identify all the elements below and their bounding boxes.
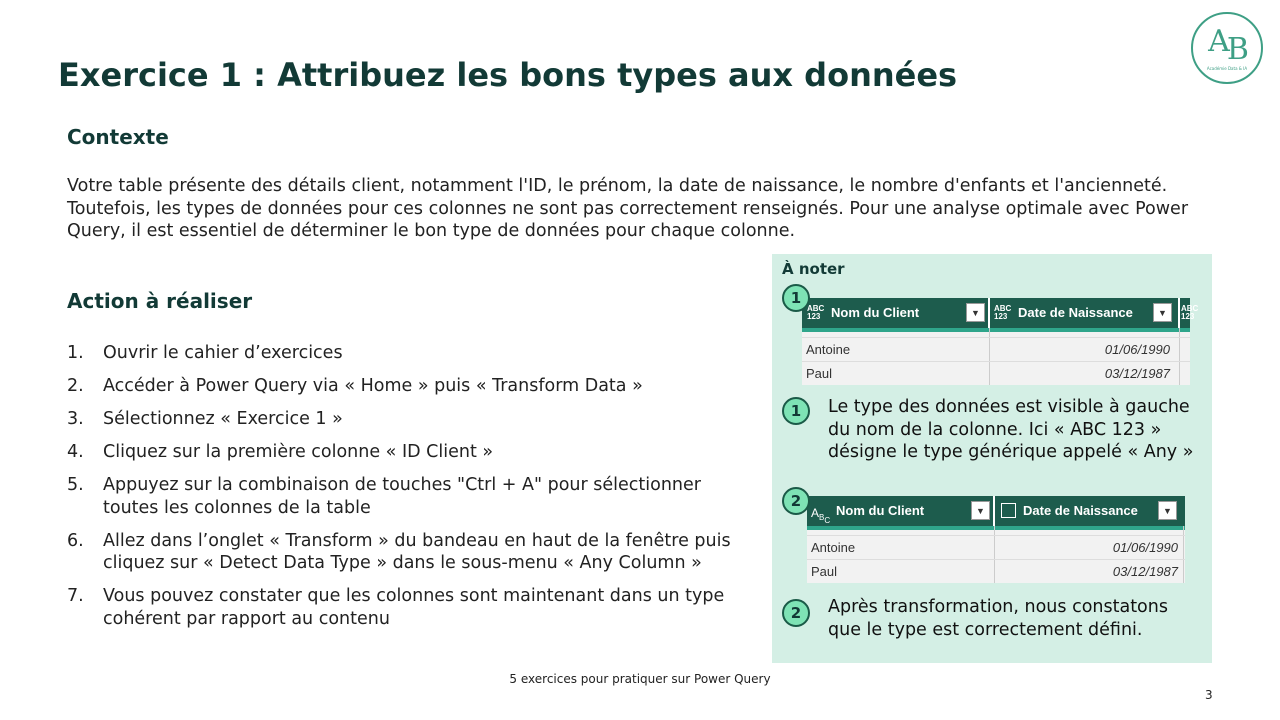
step-item [67,408,747,431]
step-number: 7. [67,586,84,606]
step-number: 3. [67,409,84,429]
table-row [802,361,1190,386]
table-row [807,559,1185,584]
logo-letter-b: B [1226,32,1246,67]
slide-title: Exercice 1 : Attribuez les bons types aux données [58,56,958,94]
column-header-nom [807,496,993,526]
step-number: 1. [67,343,84,363]
cell-date: 03/12/1987 [1104,366,1170,381]
cell-date: 01/06/1990 [1112,540,1178,555]
note-text-2: Après transformation, nous constatons que le type est correctement défini. [828,597,1168,640]
step-item [67,342,747,365]
step-item [67,375,747,398]
step-item [67,585,747,630]
note-title: À noter [782,260,845,278]
table-before-screenshot [802,298,1199,385]
note-badge-1: 1 [782,397,810,425]
note-panel [772,254,1212,663]
column-header-date [995,496,1183,526]
table-row [807,535,1185,560]
step-item [67,474,747,519]
type-any-icon: ABC 123 [994,304,1012,321]
note-badge-2: 2 [782,487,810,515]
calendar-icon [1001,503,1016,518]
slide-footer: 5 exercices pour pratiquer sur Power Query [509,672,771,686]
column-header-next [1180,298,1199,328]
context-heading: Contexte [67,125,169,149]
step-number: 4. [67,442,84,462]
cell-name: Paul [806,366,833,381]
type-any-icon: ABC 123 [807,304,825,321]
column-label: Nom du Client [836,503,925,518]
step-text: Cliquez sur la première colonne « ID Client » [103,442,494,462]
step-text: Appuyez sur la combinaison de touches "Ctrl + A" pour sélectionner toutes les colonnes de la table [103,475,701,518]
column-header-nom [802,298,988,328]
table-header [807,496,1185,526]
dropdown-arrow-icon: ▼ [1153,303,1172,322]
table-after-screenshot [807,496,1185,583]
step-number: 6. [67,530,84,551]
step-text: Allez dans l’onglet « Transform » du bandeau en haut de la fenêtre puis cliquez sur « Detect Data Type » dans le sous-menu « Any Column » [103,530,731,573]
note-badge-2: 2 [782,599,810,627]
table-header [802,298,1199,328]
cell-date: 03/12/1987 [1112,564,1178,579]
step-text: Sélectionnez « Exercice 1 » [103,409,343,429]
cell-date: 01/06/1990 [1104,342,1170,357]
step-text: Ouvrir le cahier d’exercices [103,343,343,363]
logo-monogram [1193,24,1261,67]
cell-name: Paul [811,564,838,579]
column-header-date [990,298,1178,328]
table-row [802,337,1190,362]
step-text: Vous pouvez constater que les colonnes sont maintenant dans un type cohérent par rapport au contenu [103,586,725,629]
note-badge-1: 1 [782,284,810,312]
column-label: Nom du Client [831,305,920,320]
dropdown-arrow-icon: ▼ [971,501,990,520]
cell-name: Antoine [806,342,851,357]
type-any-icon: ABC 123 [1181,304,1199,321]
note-text-1: Le type des données est visible à gauche du nom de la colonne. Ici « ABC 123 » désigne le type générique appelé « Any » [828,397,1194,462]
type-text-icon: $A_{BC}$ [811,506,831,525]
step-number: 2. [67,376,84,396]
brand-logo [1191,12,1263,84]
page-number: 3 [1205,688,1213,702]
step-item [67,530,747,575]
step-item [67,441,747,464]
step-text: Accéder à Power Query via « Home » puis « Transform Data » [103,376,643,396]
column-label: Date de Naissance [1018,305,1133,320]
step-number: 5. [67,475,84,495]
dropdown-arrow-icon: ▼ [966,303,985,322]
action-heading: Action à réaliser [67,289,253,313]
context-paragraph: Votre table présente des détails client, notamment l'ID, le prénom, la date de naissance, le nombre d'enfants et l'ancienneté. Toutefois, les types de données pour ces colonnes ne sont pas correctement renseignés. Pour une analyse optimale avec Power Query, il est essentiel de déterminer le bon type de données pour chaque colonne. [67,176,1189,241]
logo-tagline: Académie Data & IA [1206,66,1248,71]
logo-letter-a: A [1208,24,1227,59]
column-label: Date de Naissance [1023,503,1138,518]
cell-name: Antoine [811,540,856,555]
steps-list [67,342,747,641]
dropdown-arrow-icon: ▼ [1158,501,1177,520]
